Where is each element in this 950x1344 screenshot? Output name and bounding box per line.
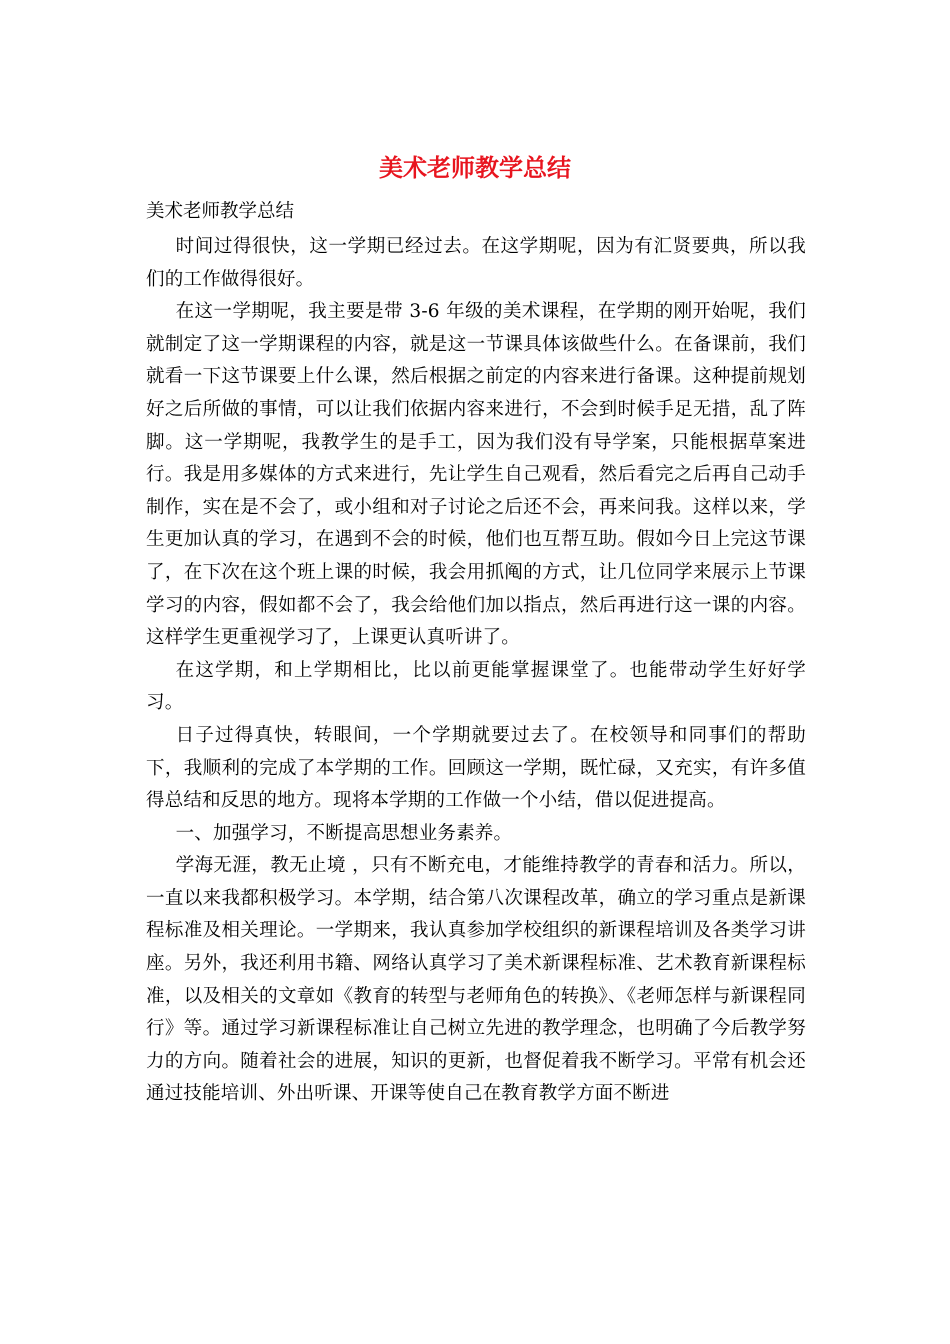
paragraph-5: 学海无涯，教无止境 ，只有不断充电，才能维持教学的青春和活力。所以，一直以来我都积极学习。本学期，结合第八次课程改革，确立的学习重点是新课程标准及相关理论。一学期来，我认真参加学校组织的新课程培训及各类学习讲座。另外，我还利用书籍、网络认真学习了美术新课程标准、艺术教育新课程标准，以及相关的文章如《教育的转型与老师角色的转换》、《老师怎样与新课程同行》等。通过学习新课程标准让自己树立先进的教学理念，也明确了今后教学努力的方向。随着社会的进展，知识的更新，也督促着我不断学习。平常有机会还通过技能培训、外出听课、开课等使自己在教育教学方面不断进: [146, 855, 806, 1105]
section-heading-1: 一、加强学习，不断提高思想业务素养。: [175, 822, 513, 844]
paragraph-4: 日子过得真快，转眼间，一个学期就要过去了。在校领导和同事们的帮助下，我顺利的完成了本学期的工作。回顾这一学期，既忙碌，又充实，有许多值得总结和反思的地方。现将本学期的工作做一个小结，借以促进提高。: [146, 724, 806, 812]
document-subtitle: 美术老师教学总结: [146, 201, 295, 222]
paragraph-2: 在这一学期呢，我主要是带 3-6 年级的美术课程，在学期的刚开始呢，我们就制定了这一学期课程的内容，就是这一节课具体该做些什么。在备课前，我们就看一下这节课要上什么课，然后根据之前定的内容来进行备课。这种提前规划好之后所做的事情，可以让我们依据内容来进行，不会到时候手足无措，乱了阵脚。这一学期呢，我教学生的是手工，因为我们没有导学案，只能根据草案进行。我是用多媒体的方式来进行，先让学生自己观看，然后看完之后再自己动手制作，实在是不会了，或小组和对子讨论之后还不会，再来问我。这样以来，学生更加认真的学习，在遇到不会的时候，他们也互帮互助。假如今日上完这节课了，在下次在这个班上课的时候，我会用抓阄的方式，让几位同学来展示上节课学习的内容，假如都不会了，我会给他们加以指点，然后再进行这一课的内容。这样学生更重视学习了，上课更认真听讲了。: [146, 301, 806, 649]
paragraph-1: 时间过得很快，这一学期已经过去。在这学期呢，因为有汇贤要典，所以我们的工作做得很好。: [146, 236, 806, 290]
document-title: 美术老师教学总结: [379, 153, 571, 182]
paragraph-3: 在这学期，和上学期相比，比以前更能掌握课堂了。也能带动学生好好学习。: [146, 659, 806, 714]
document-body: [146, 231, 806, 1111]
